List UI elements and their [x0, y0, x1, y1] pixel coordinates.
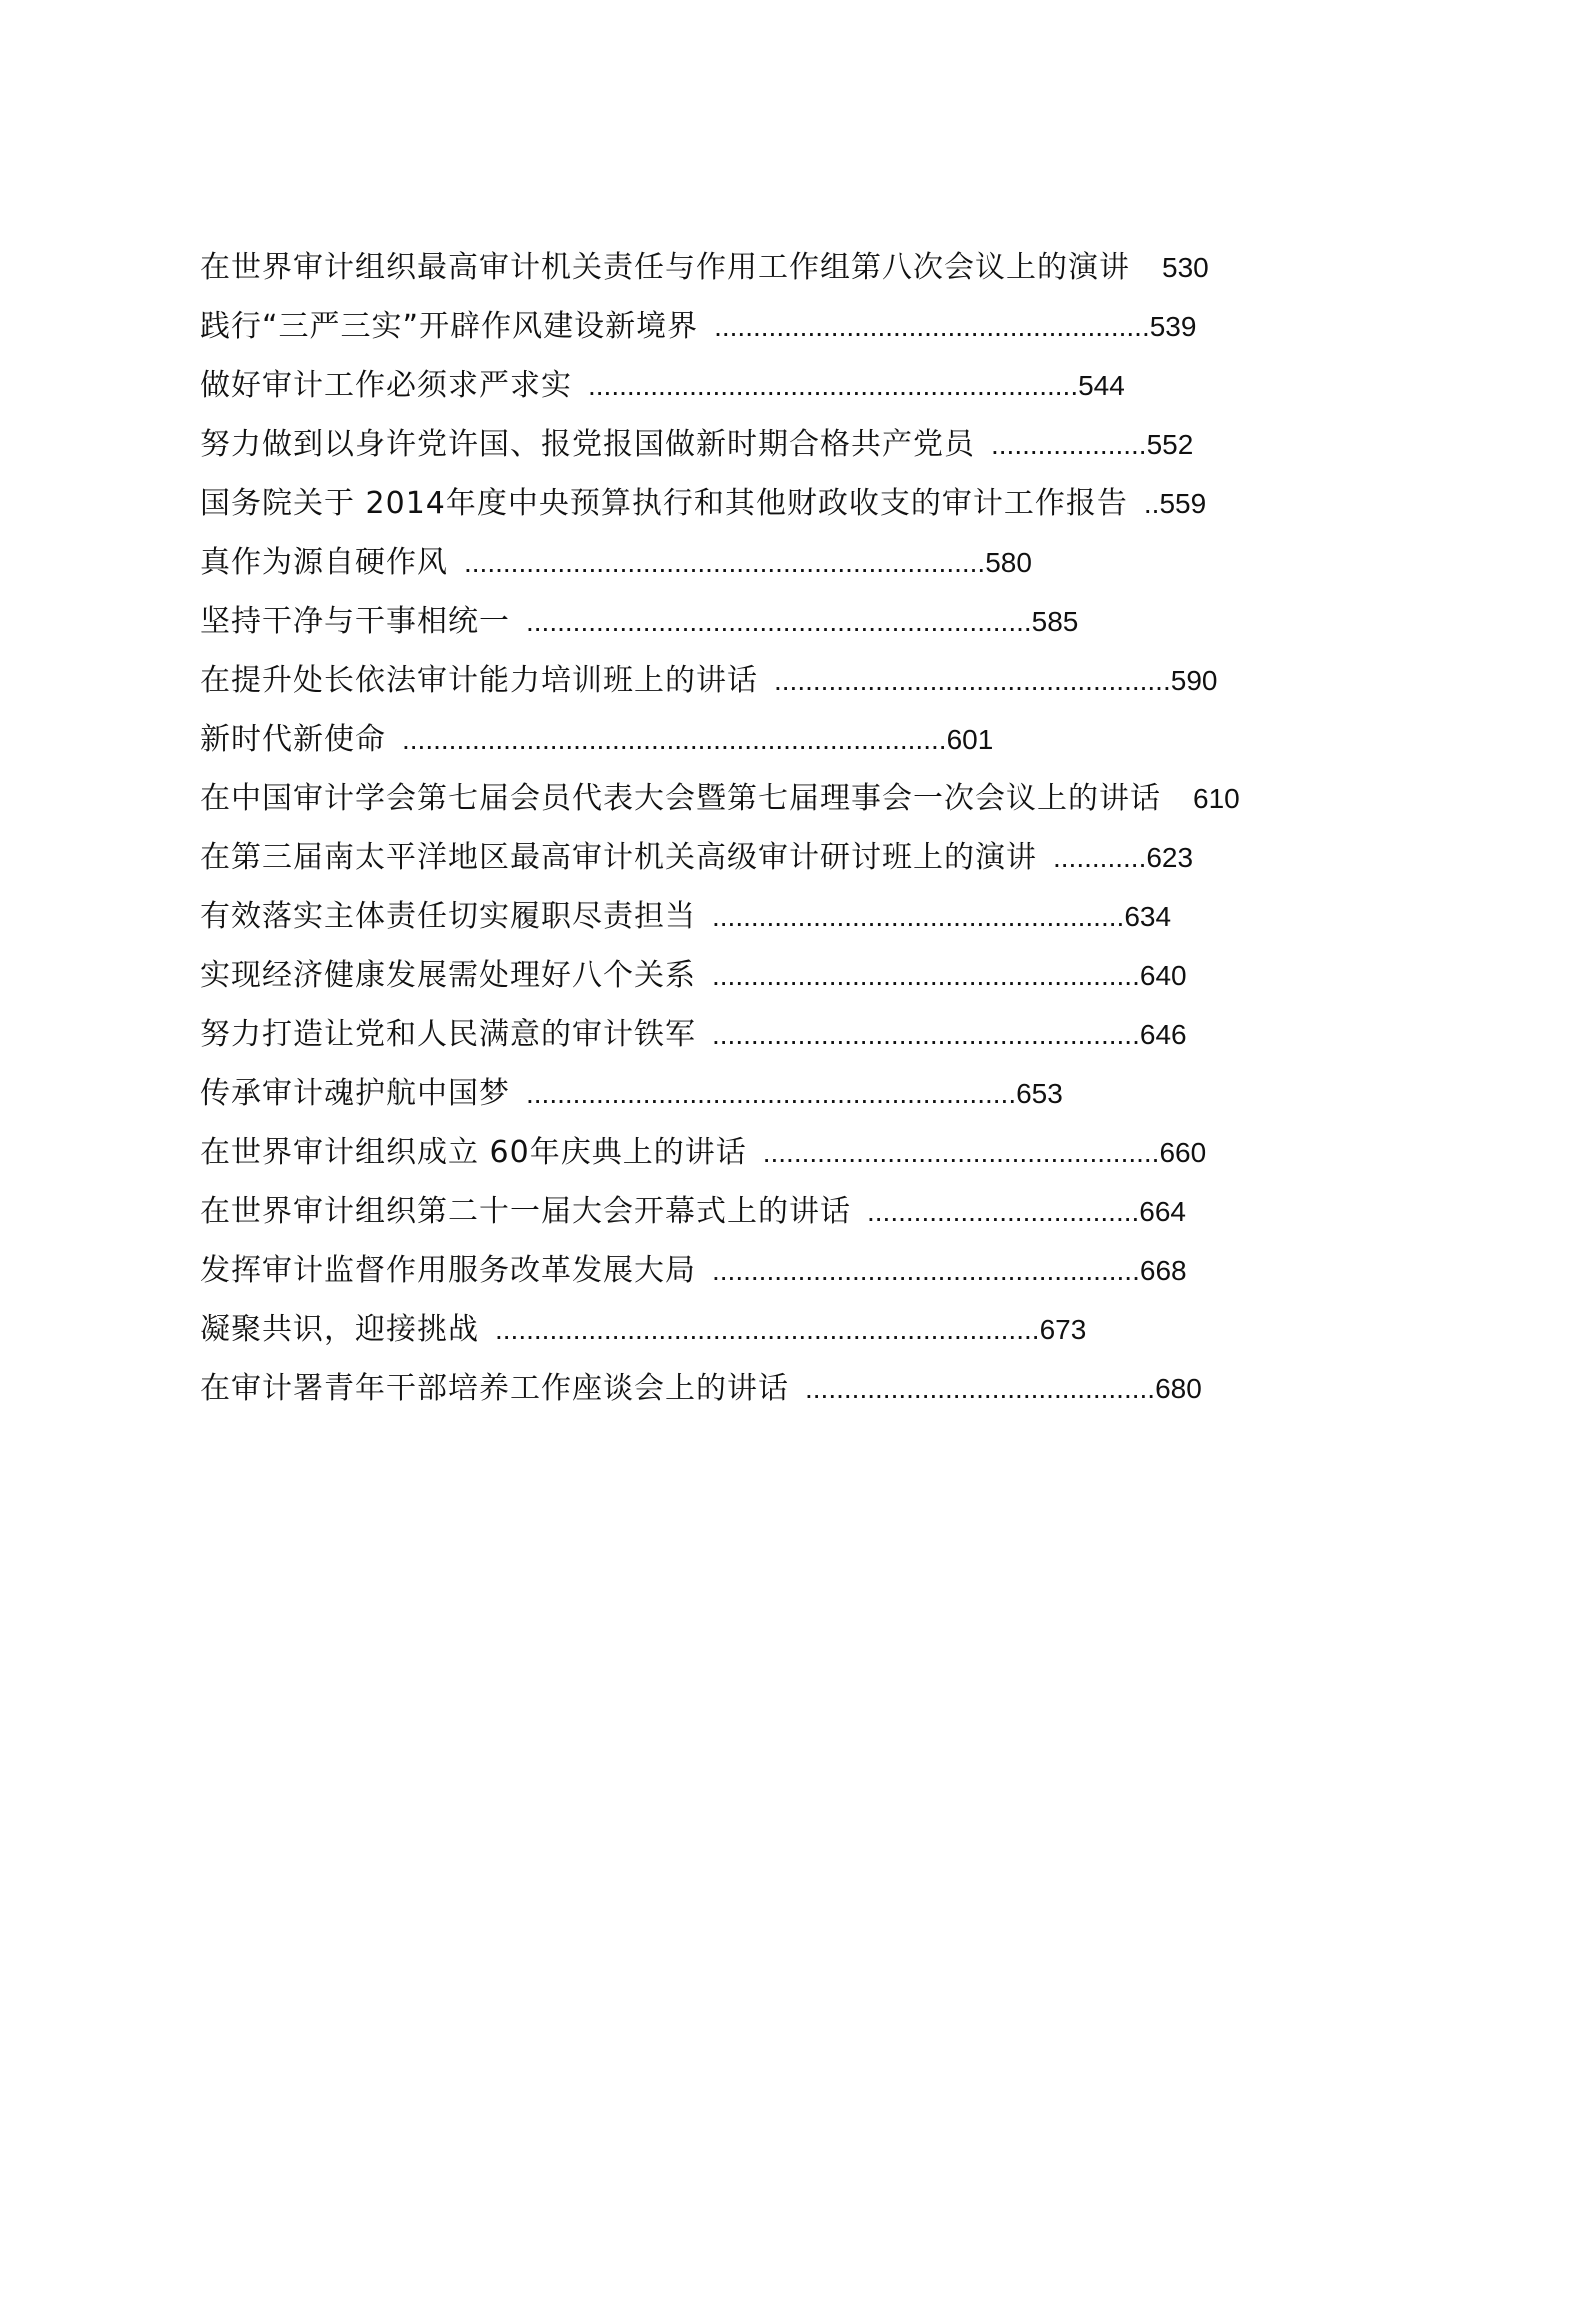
toc-entry [200, 356, 1280, 415]
toc-entry-page: 544 [1078, 369, 1125, 401]
toc-entry-leader: ................................................... [774, 664, 1171, 696]
toc-entry-page: 646 [1139, 1018, 1187, 1050]
toc-entry-title: 凝聚共识，迎接挑战 [200, 1311, 479, 1347]
toc-entry-page: 623 [1146, 841, 1194, 873]
toc-entry-title: 发挥审计监督作用服务改革发展大局 [200, 1252, 696, 1288]
toc-entry-title: 真作为源自硬作风 [200, 544, 448, 580]
toc-entry-title: 在世界审计组织最高审计机关责任与作用工作组第八次会议上的演讲 [200, 249, 1130, 285]
toc-entry [200, 1359, 1280, 1418]
toc-entry [200, 1064, 1280, 1123]
toc-entry-page: 601 [946, 723, 994, 755]
toc-entry-page: 680 [1155, 1372, 1202, 1404]
toc-entry-title: 坚持干净与干事相统一 [200, 603, 510, 639]
toc-entry [200, 415, 1280, 474]
toc-entry-page: 585 [1031, 605, 1079, 637]
toc-entry-leader: ....................................................... [712, 959, 1140, 991]
toc-entry-title: 实现经济健康发展需处理好八个关系 [200, 957, 696, 993]
toc-entry [200, 474, 1280, 533]
toc-entry-leader: ........................................................ [714, 310, 1150, 342]
toc-entry [200, 1300, 1280, 1359]
toc-entry-page: 580 [985, 546, 1032, 578]
toc-entry-title: 在审计署青年干部培养工作座谈会上的讲话 [200, 1370, 789, 1406]
toc-entry-title: 在世界审计组织第二十一届大会开幕式上的讲话 [200, 1193, 851, 1229]
toc-entry [200, 710, 1280, 769]
toc-entry [200, 1123, 1280, 1182]
toc-entry-leader: ............................................................... [526, 1077, 1017, 1109]
toc-entry-leader: .. [1143, 487, 1160, 519]
toc-entry-page: 552 [1146, 428, 1194, 460]
toc-entry-leader: ...................................................................... [402, 723, 947, 755]
toc-entry-title: 努力做到以身许党许国、报党报国做新时期合格共产党员 [200, 426, 975, 462]
toc-entry-leader: ................................... [867, 1195, 1140, 1227]
toc-entry-leader: ............ [1053, 841, 1147, 873]
toc-entry-leader: ....................................................... [712, 1018, 1140, 1050]
toc-entry-page: 668 [1139, 1254, 1187, 1286]
table-of-contents [200, 238, 1280, 1418]
toc-entry [200, 592, 1280, 651]
toc-entry-leader: ....................................................... [712, 1254, 1140, 1286]
toc-entry [200, 651, 1280, 710]
toc-entry-title: 践行“三严三实”开辟作风建设新境界 [200, 308, 699, 344]
toc-entry-page: 664 [1139, 1195, 1186, 1227]
toc-entry-page: 590 [1170, 664, 1218, 696]
toc-entry-title: 传承审计魂护航中国梦 [200, 1075, 510, 1111]
toc-entry-leader: .................... [991, 428, 1147, 460]
toc-entry-leader: ................................................................. [526, 605, 1032, 637]
toc-entry-page: 640 [1139, 959, 1187, 991]
toc-entry [200, 1241, 1280, 1300]
toc-entry [200, 1005, 1280, 1064]
toc-entry [200, 533, 1280, 592]
toc-entry-title: 努力打造让党和人民满意的审计铁军 [200, 1016, 696, 1052]
toc-entry-leader: ................................................... [762, 1136, 1160, 1168]
toc-entry-leader: ............................................. [805, 1372, 1156, 1404]
toc-entry-title: 在中国审计学会第七届会员代表大会暨第七届理事会一次会议上的讲话 [200, 780, 1161, 816]
toc-entry-leader: ..................................................... [712, 900, 1125, 932]
toc-entry-title: 在第三届南太平洋地区最高审计机关高级审计研讨班上的演讲 [200, 839, 1037, 875]
toc-entry-title: 新时代新使命 [200, 721, 386, 757]
toc-entry-title: 有效落实主体责任切实履职尽责担当 [200, 898, 696, 934]
toc-entry-leader: ...................................................................... [495, 1313, 1040, 1345]
toc-entry-page: 653 [1016, 1077, 1063, 1109]
toc-entry [200, 946, 1280, 1005]
toc-entry-title: 在提升处长依法审计能力培训班上的讲话 [200, 662, 758, 698]
toc-entry [200, 1182, 1280, 1241]
toc-entry-leader: ............................................................... [588, 369, 1079, 401]
toc-entry-title: 国务院关于 2014年度中央预算执行和其他财政收支的审计工作报告 [200, 485, 1128, 521]
toc-entry-page: 660 [1159, 1136, 1207, 1168]
toc-entry-page: 539 [1149, 310, 1197, 342]
toc-entry [200, 828, 1280, 887]
toc-entry-page: 559 [1159, 487, 1207, 519]
toc-entry-page: 673 [1039, 1313, 1087, 1345]
toc-entry-leader: ................................................................... [464, 546, 986, 578]
toc-entry-page: 530 [1162, 251, 1209, 283]
toc-entry-page: 610 [1193, 782, 1240, 814]
toc-entry [200, 769, 1280, 828]
toc-entry [200, 238, 1280, 297]
toc-entry-page: 634 [1124, 900, 1172, 932]
toc-entry [200, 297, 1280, 356]
toc-entry-title: 在世界审计组织成立 60年庆典上的讲话 [200, 1134, 747, 1170]
toc-entry [200, 887, 1280, 946]
toc-entry-title: 做好审计工作必须求严求实 [200, 367, 572, 403]
